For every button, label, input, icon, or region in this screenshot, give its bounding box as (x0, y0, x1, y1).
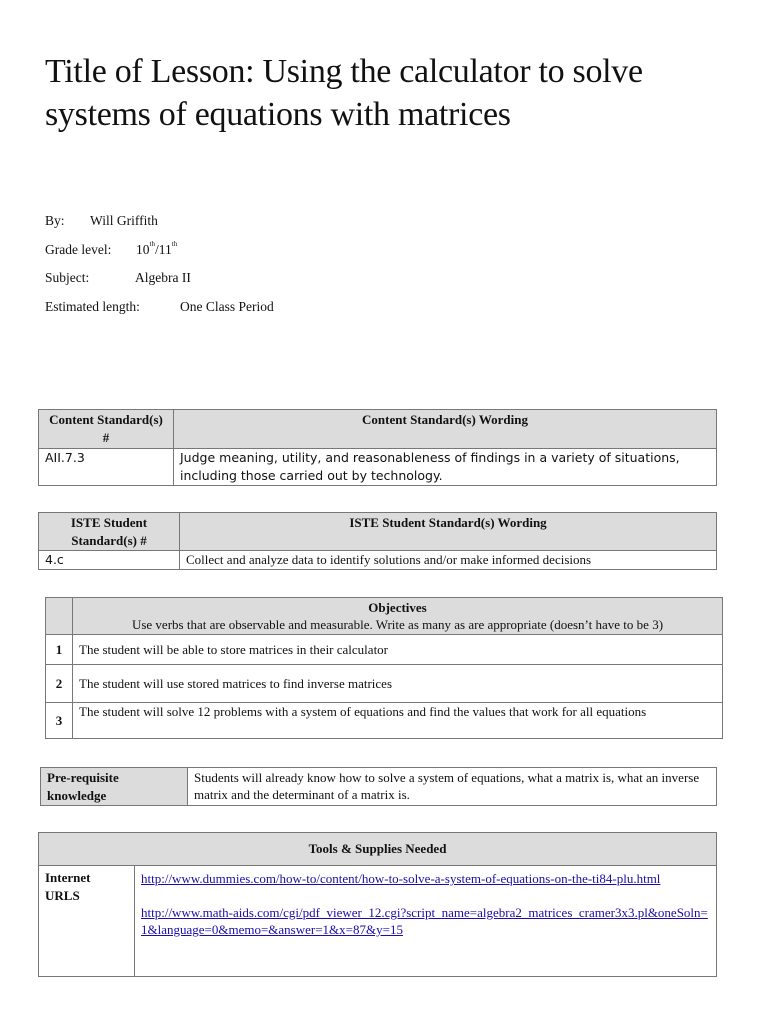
math-aids-url-link[interactable]: http://www.math-aids.com/cgi/pdf_viewer_12.cgi?script_name=algebra2_matrices_cramer3x3.pl&oneSoln=1&language=0&memo=&answer=1&x=87&y=15 (141, 905, 708, 937)
grade-value: 10th/11th (136, 240, 178, 257)
objective-number: 2 (46, 665, 73, 703)
prerequisite-text: Students will already know how to solve a system of equations, what a matrix is, what an inverse matrix and the determinant of a matrix is. (188, 768, 717, 806)
objectives-header-spacer (46, 598, 73, 635)
objectives-header (73, 598, 723, 635)
tools-header: Tools & Supplies Needed (39, 833, 717, 866)
length-value: One Class Period (180, 299, 274, 314)
objective-text: The student will be able to store matrices in their calculator (73, 635, 723, 665)
internet-urls-label: Internet URLS (39, 866, 135, 977)
url-spacer (141, 887, 710, 904)
iste-standard-wording: Collect and analyze data to identify solutions and/or make informed decisions (180, 551, 717, 570)
subject-value: Algebra II (135, 270, 191, 285)
iste-standard-num-header: ISTE Student Standard(s) # (39, 513, 180, 551)
by-label: By: (45, 213, 65, 228)
objectives-title: Objectives (368, 600, 427, 615)
objective-number: 3 (46, 703, 73, 739)
objectives-note: Use verbs that are observable and measurable. Write as many as are appropriate (doesn’t have to be 3) (131, 617, 664, 632)
iste-standards-table (38, 512, 717, 570)
tools-table (38, 832, 717, 977)
content-standards-table (38, 409, 717, 486)
content-standard-num-header: Content Standard(s) # (39, 410, 174, 449)
subject-label: Subject: (45, 270, 90, 285)
content-standard-wording: Judge meaning, utility, and reasonableness of findings in a variety of situations, including those carried out by technology. (174, 449, 717, 486)
internet-urls-cell (135, 866, 717, 977)
iste-standard-wording-header: ISTE Student Standard(s) Wording (180, 513, 717, 551)
author-name: Will Griffith (90, 213, 158, 228)
content-standard-wording-header: Content Standard(s) Wording (174, 410, 717, 449)
objectives-table (45, 597, 723, 739)
lesson-title: Title of Lesson: Using the calculator to solve systems of equations with matrices (45, 53, 643, 133)
objective-text: The student will solve 12 problems with a system of equations and find the values that work for all equations (73, 703, 723, 739)
iste-standard-num: 4.c (39, 551, 180, 570)
grade-label: Grade level: (45, 242, 112, 257)
content-standard-num: AII.7.3 (39, 449, 174, 486)
dummies-url-link[interactable]: http://www.dummies.com/how-to/content/how-to-solve-a-system-of-equations-on-the-ti84-plu.html (141, 871, 661, 886)
length-label: Estimated length: (45, 299, 140, 314)
prerequisite-label: Pre-requisite knowledge (41, 768, 188, 806)
objective-text: The student will use stored matrices to find inverse matrices (73, 665, 723, 703)
objective-number: 1 (46, 635, 73, 665)
prerequisite-table (40, 767, 717, 806)
